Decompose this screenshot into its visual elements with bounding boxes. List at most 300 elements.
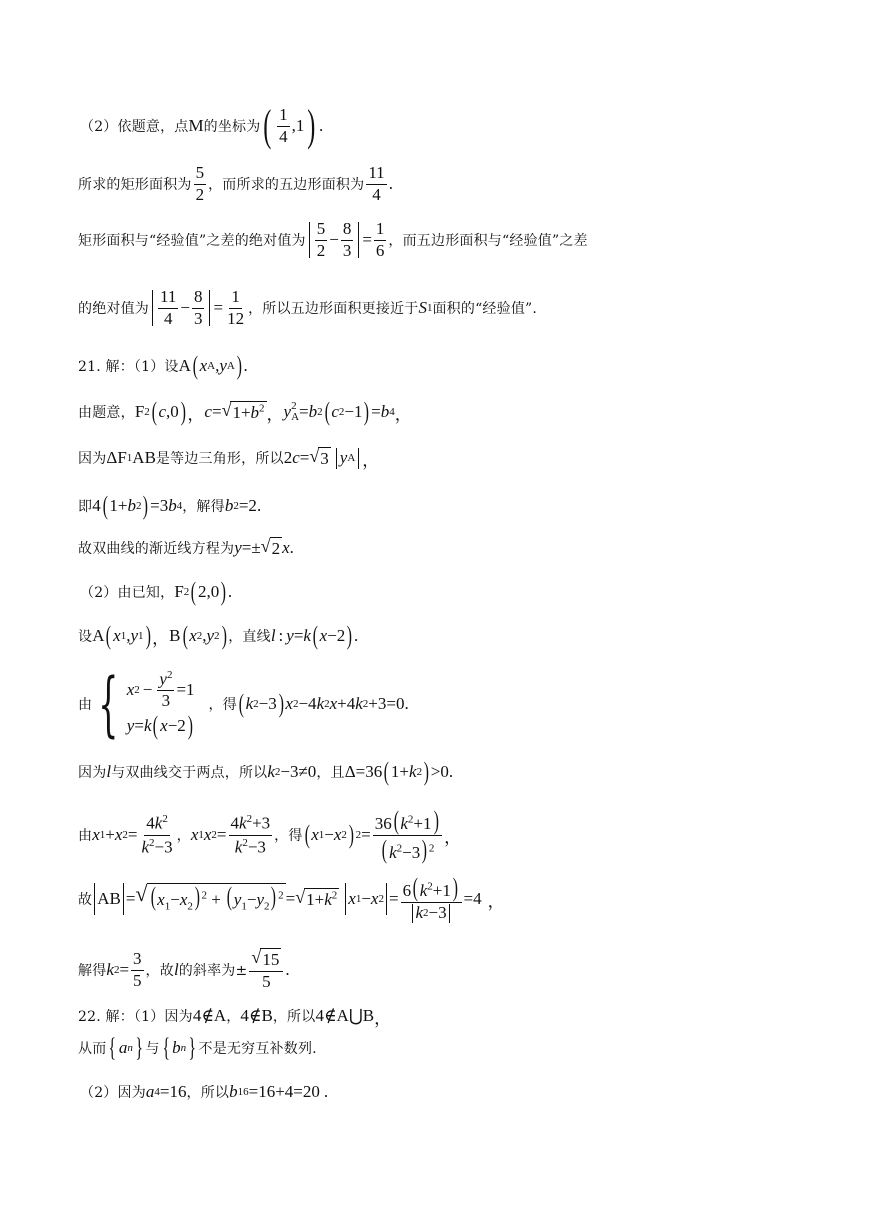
equals: =	[125, 889, 136, 908]
coefficient: 36	[374, 813, 392, 833]
var-x: x	[113, 626, 121, 645]
abs-bar-left	[152, 290, 153, 326]
denominator: 3	[342, 240, 352, 260]
minus-one: −1	[344, 402, 363, 421]
var-c: c	[204, 402, 212, 421]
symbol-s1	[418, 298, 432, 318]
subscript: 2	[378, 893, 384, 905]
var-y: y	[159, 669, 167, 689]
term: −3≠0	[280, 762, 317, 781]
var-x: x	[160, 716, 168, 735]
colon: :	[278, 626, 284, 645]
exponent: 2	[149, 836, 155, 849]
line-areas	[0, 154, 869, 214]
text: 矩形面积与“经验值”之差的绝对值为	[78, 233, 306, 249]
equals-one: =1	[176, 680, 195, 699]
quadratic-equation: ( k 2 −3 ) x 2 −4 k 2 x +4 k 2 +3=0 .	[238, 689, 409, 718]
var-x: x	[285, 694, 293, 713]
numerator: 11	[366, 164, 386, 185]
number: 4	[240, 1006, 249, 1025]
var-b: b	[229, 1082, 238, 1101]
exponent: 2	[242, 836, 248, 849]
not-in-set: ∉A⋃B	[323, 1006, 375, 1025]
sqrt-content: 3	[320, 448, 329, 468]
exponent: 2	[331, 889, 338, 902]
equals: =	[299, 402, 309, 421]
text: ，而五边形面积与“经验值”之差	[388, 233, 588, 249]
text: ，且	[316, 765, 345, 781]
exponent: 2	[259, 402, 265, 415]
var-y: y	[234, 538, 242, 557]
var-b: b	[224, 496, 234, 515]
numerator: 1	[229, 288, 242, 309]
text: 的绝对值为	[78, 301, 149, 317]
abs-bar-right	[209, 290, 210, 326]
slope-value: √ 15 5 .	[251, 947, 290, 992]
sqrt: √ 3	[309, 445, 329, 468]
abs-diff-expression	[149, 288, 248, 328]
denominator: 5	[133, 970, 142, 990]
denominator: 4	[163, 308, 173, 328]
sqrt: √ $1+k^2$	[295, 886, 338, 909]
var-x: x	[157, 890, 165, 910]
period: .	[388, 174, 393, 193]
period: .	[319, 116, 324, 135]
var-x: x	[189, 626, 197, 645]
separator: ，	[152, 628, 170, 648]
denominator: 12	[227, 308, 245, 328]
line-discriminant	[0, 742, 869, 802]
period: .	[256, 496, 262, 515]
var-x: x	[333, 825, 342, 844]
var-k: k	[267, 762, 275, 781]
term: +1	[432, 881, 451, 901]
text: ，解得	[182, 499, 225, 515]
var-l: l	[173, 960, 179, 979]
text: ，	[176, 828, 191, 844]
exponent: 4	[389, 406, 395, 418]
paren-right: )	[307, 101, 316, 150]
period: .	[404, 694, 409, 713]
period: .	[227, 582, 233, 601]
separator: ，	[374, 1008, 392, 1028]
text: ，得	[274, 828, 303, 844]
subscript: 1	[164, 900, 171, 913]
term: >0	[430, 762, 449, 781]
term: +3	[252, 813, 271, 833]
numerator: 8	[341, 220, 354, 241]
equals: =	[127, 825, 138, 844]
exponent: 4	[176, 500, 183, 512]
text: 设	[78, 629, 93, 645]
var-k: k	[106, 960, 114, 979]
var-y: y	[206, 626, 215, 645]
numerator: 5	[315, 220, 328, 241]
var-x: x	[126, 680, 135, 699]
condition	[267, 762, 316, 782]
var-b: b	[380, 402, 390, 421]
subscript: 1	[198, 829, 204, 841]
exponent: 2	[201, 889, 208, 902]
text: ，直线	[228, 629, 271, 645]
line-set-points	[0, 606, 869, 666]
subscript: n	[180, 1042, 187, 1054]
line-part2-q22	[0, 1062, 869, 1122]
fraction-pentagon-area	[364, 164, 393, 204]
abs-diff-expression	[306, 220, 389, 260]
result: =4	[463, 889, 482, 908]
separator: ，	[362, 450, 380, 470]
operator: −	[329, 230, 339, 249]
subscript: 2	[196, 630, 203, 642]
point-m: M	[188, 116, 204, 135]
subscript: A	[291, 411, 300, 423]
var-k: k	[400, 813, 408, 833]
exponent: 2	[278, 889, 284, 902]
sequence-a: { a n }	[108, 1033, 143, 1062]
subscript: 1	[120, 630, 127, 642]
var-k: k	[234, 837, 243, 857]
var-y: y	[339, 448, 348, 467]
period: .	[243, 356, 248, 375]
line-system	[0, 662, 869, 746]
text: （2）由已知，	[80, 585, 175, 601]
result-b	[225, 496, 261, 516]
equals: =	[285, 889, 296, 908]
var-x: x	[114, 825, 123, 844]
not-in-set: ∉B	[248, 1006, 273, 1025]
exponent: 2	[135, 500, 142, 512]
equilateral-expression	[284, 446, 380, 471]
term: +3=0	[368, 694, 405, 713]
numerator: 8	[192, 288, 205, 309]
subscript: 1	[318, 829, 325, 841]
minus-two: −2	[327, 626, 346, 645]
sqrt-content: 2	[271, 538, 281, 558]
exponent: 2	[362, 698, 369, 710]
var-y: y	[126, 716, 135, 735]
diff-squared: ( x 1 − x 2 ) 2 = $\frac{36( k^2+1)}{( k^2-3) ^2}$ ，	[304, 805, 462, 864]
points-and-line: A ( x 1 , y 1 ) ， B ( x 2 , y 2 )	[92, 621, 227, 650]
var-y: y	[219, 356, 227, 375]
coefficient: 4	[92, 496, 101, 515]
text: （2）依题意，点	[80, 119, 189, 135]
focus-label: F	[134, 402, 145, 421]
abs-bar-left	[336, 448, 337, 469]
period: .	[289, 538, 294, 557]
text: 由	[78, 828, 93, 844]
text: ，得	[208, 697, 237, 713]
text: 因为	[78, 765, 107, 781]
subscript: 1	[126, 452, 133, 464]
text: 由题意，	[78, 405, 135, 421]
asymptote-equation	[234, 537, 294, 559]
var-x: x	[348, 889, 356, 908]
var-x: x	[282, 538, 290, 557]
var-k: k	[355, 694, 363, 713]
var-x: x	[319, 626, 328, 645]
var-x: x	[329, 694, 338, 713]
term: 1+	[109, 496, 128, 515]
var-b: b	[308, 402, 318, 421]
text: 与	[145, 1041, 160, 1057]
line-vieta	[0, 800, 869, 870]
text: ，所以五边形面积更接近于	[248, 301, 419, 317]
separator: ，	[444, 827, 462, 847]
coefficient: 4	[230, 813, 240, 833]
separator: ，	[266, 404, 284, 424]
plus: +	[105, 825, 115, 844]
given-expression: F 2 ( c ,0 ) ， c = √ $1+b^2$ ， y 2 A = b 2 ( c 2 −1 ) = b 4 ，	[134, 397, 412, 426]
equals: =	[361, 825, 371, 844]
operator: −	[180, 298, 190, 317]
equals-pm: =±	[241, 538, 261, 557]
subscript: 2	[144, 406, 150, 418]
k-squared	[106, 950, 145, 990]
segment-ab: AB	[97, 889, 121, 908]
equals: =	[299, 448, 310, 467]
text: 面积的“经验值”.	[432, 301, 538, 317]
var-b: b	[168, 496, 177, 515]
equals: =3	[150, 496, 169, 515]
text: 所求的矩形面积为	[78, 177, 192, 193]
paren-left: (	[263, 101, 272, 150]
var-x: x	[370, 889, 379, 908]
equals: =	[213, 298, 224, 317]
var-k: k	[389, 842, 397, 862]
minus: −	[361, 889, 371, 908]
coordinates: 2,0	[197, 582, 220, 601]
var-k: k	[409, 762, 417, 781]
denominator: 3	[161, 691, 171, 711]
system-row-1	[127, 669, 195, 711]
var-y: y	[286, 626, 294, 645]
fraction	[277, 106, 290, 146]
denominator: 4	[372, 184, 381, 204]
value: =16	[159, 1082, 187, 1101]
equals: =	[211, 402, 222, 421]
abs-bar-right	[386, 883, 387, 915]
separator: ，	[394, 404, 412, 424]
value: =16+4=20	[248, 1082, 320, 1101]
var-k: k	[316, 694, 325, 713]
s-letter: S	[418, 298, 427, 317]
coordinate-tail: ,1	[291, 116, 305, 135]
subscript: 2	[122, 829, 128, 841]
text: 故双曲线的渐近线方程为	[78, 541, 235, 557]
exponent: 2	[246, 813, 253, 826]
term: −3	[154, 837, 173, 857]
var-y: y	[233, 890, 242, 910]
numerator: 1	[374, 220, 387, 241]
sqrt-content: 15	[262, 950, 280, 970]
exponent: 2	[423, 907, 429, 920]
var-c: c	[292, 448, 300, 467]
term: −3	[247, 837, 266, 857]
var-k: k	[245, 694, 254, 713]
coefficient: 2	[283, 448, 293, 467]
exponent: 2	[355, 829, 362, 841]
exponent: 2	[162, 813, 168, 826]
var-b: b	[172, 1038, 181, 1057]
triangle-label	[106, 448, 156, 468]
exponent: 2	[427, 880, 433, 893]
abs-bar-left	[345, 883, 346, 915]
sqrt: √ 2	[260, 535, 281, 558]
denominator: 6	[375, 240, 385, 260]
term: −3	[402, 842, 421, 862]
subscript: 2	[183, 586, 190, 598]
var-a: a	[145, 1082, 155, 1101]
abs-bar-left	[309, 222, 310, 258]
text: 由	[78, 697, 93, 713]
subscript: 2	[214, 630, 220, 642]
var-x: x	[199, 356, 208, 375]
denominator: 3	[193, 308, 203, 328]
var-k: k	[303, 626, 311, 645]
var-b: b	[250, 402, 260, 422]
period: .	[353, 626, 359, 645]
coefficient: 4	[146, 813, 155, 833]
var-c: c	[158, 402, 166, 421]
text: （2）因为	[80, 1085, 146, 1101]
var-a: a	[118, 1038, 128, 1057]
exponent: 2	[416, 766, 423, 778]
period: .	[323, 1082, 329, 1101]
text: 故	[78, 892, 93, 908]
text: 的斜率为±	[178, 963, 248, 979]
delta-term: Δ=36	[344, 762, 383, 781]
var-x: x	[179, 890, 188, 910]
line-chord-length	[0, 866, 869, 932]
text: ，故	[145, 963, 174, 979]
text: ，	[226, 1009, 241, 1025]
var-l: l	[270, 626, 276, 645]
var-y: y	[130, 626, 138, 645]
subscript: n	[127, 1042, 133, 1054]
text: ，而所求的五边形面积为	[208, 177, 365, 193]
var-k: k	[141, 837, 150, 857]
number: 4	[315, 1006, 324, 1025]
product-roots	[191, 813, 274, 857]
coord-rest: ,0	[166, 402, 179, 421]
subscript: 2	[187, 900, 193, 913]
focus-label: F	[174, 582, 184, 601]
discriminant-expression: Δ=36 ( 1+ k 2 ) >0 .	[344, 757, 454, 786]
sum-roots	[92, 813, 176, 857]
subscript: 4	[154, 1086, 160, 1098]
numerator: 11	[158, 288, 178, 309]
sqrt-content: 1+	[232, 402, 251, 422]
b16-value	[229, 1082, 328, 1102]
var-y: y	[283, 402, 292, 421]
text: 解得	[78, 963, 107, 979]
var-k: k	[419, 881, 428, 901]
not-in-set: ∉A	[201, 1006, 227, 1025]
var-y: y	[256, 890, 264, 910]
minus: −	[324, 825, 334, 844]
minus-three: −3	[258, 694, 277, 713]
line-rect-diff	[0, 210, 869, 270]
text: ，所以	[186, 1085, 230, 1101]
subscript: A	[226, 360, 235, 372]
var-x: x	[203, 825, 212, 844]
abs-bar-right	[358, 222, 359, 258]
text: 因为	[78, 451, 107, 467]
abs-bar-right	[358, 448, 359, 469]
abs-bar-left	[94, 883, 95, 915]
question-label: 21. 解：（1）设	[78, 359, 179, 375]
text: 是等边三角形，所以	[155, 451, 284, 467]
comma: ,	[215, 356, 220, 375]
line-m-coordinate	[0, 96, 869, 156]
period: .	[285, 960, 290, 979]
line-equation: l : y = k ( x −2 ) .	[270, 621, 359, 650]
subscript: 1	[99, 829, 106, 841]
number: 4	[192, 1006, 202, 1025]
system-row-2: y = k ( x −2 )	[126, 711, 193, 740]
plus: +	[211, 890, 221, 910]
separator: ，	[187, 404, 205, 424]
point-label: A	[178, 356, 191, 375]
sqrt: √ $1+b^2$	[221, 399, 265, 422]
exponent: 2	[134, 684, 140, 696]
term: 1+	[390, 762, 410, 781]
sequence-b: { b n }	[162, 1033, 197, 1062]
var-x: x	[311, 825, 319, 844]
equation-b: 4 ( 1+ b 2 ) =3 b 4	[92, 491, 183, 520]
subscript: 1	[241, 900, 247, 913]
question-label: 22. 解：（1）因为	[78, 1009, 193, 1025]
subscript: 2	[341, 829, 347, 841]
text: 的坐标为	[203, 119, 261, 135]
term: +4	[337, 694, 356, 713]
exponent: 2	[407, 812, 414, 825]
var-k: k	[324, 889, 332, 909]
chord-length-expression: AB = √ ( $x_1-x_2$) $^2$ + ( $y_1-y_2$) $^2$ = √ $1+k^2$ x 1 − x 2 = 6( $k^2+1$) k 2 −3 =4 ，	[92, 875, 504, 923]
subscript: 2	[263, 900, 270, 913]
exponent: 2	[274, 766, 281, 778]
var-k: k	[154, 813, 163, 833]
coordinate-expression	[260, 101, 324, 150]
subscript: 1	[138, 630, 144, 642]
separator: ，	[487, 891, 505, 911]
exponent: 2	[317, 406, 323, 418]
point-label: A	[92, 626, 105, 645]
operator: −	[142, 680, 153, 699]
var-c: c	[331, 402, 339, 421]
text: ，所以	[272, 1009, 316, 1025]
subscript: A	[207, 360, 216, 372]
subscript: 1	[355, 893, 362, 905]
subscript: 1	[426, 302, 433, 314]
subscript: 16	[237, 1086, 249, 1098]
coefficient: 6	[402, 881, 412, 901]
equals: =	[216, 825, 227, 844]
denominator: 2	[316, 240, 326, 260]
var-x: x	[92, 825, 100, 844]
term: 1+	[306, 889, 325, 909]
period: .	[448, 762, 454, 781]
exponent: 2	[338, 406, 345, 418]
term: −3	[428, 903, 447, 923]
exponent: 2	[324, 698, 330, 710]
fraction-rect-area	[192, 164, 209, 204]
sqrt: √ ( $x_1-x_2$) $^2$ + ( $y_1-y_2$) $^2$	[135, 881, 284, 913]
exponent: 2	[253, 698, 259, 710]
a4-value	[146, 1082, 187, 1102]
numerator: 1	[277, 106, 290, 127]
